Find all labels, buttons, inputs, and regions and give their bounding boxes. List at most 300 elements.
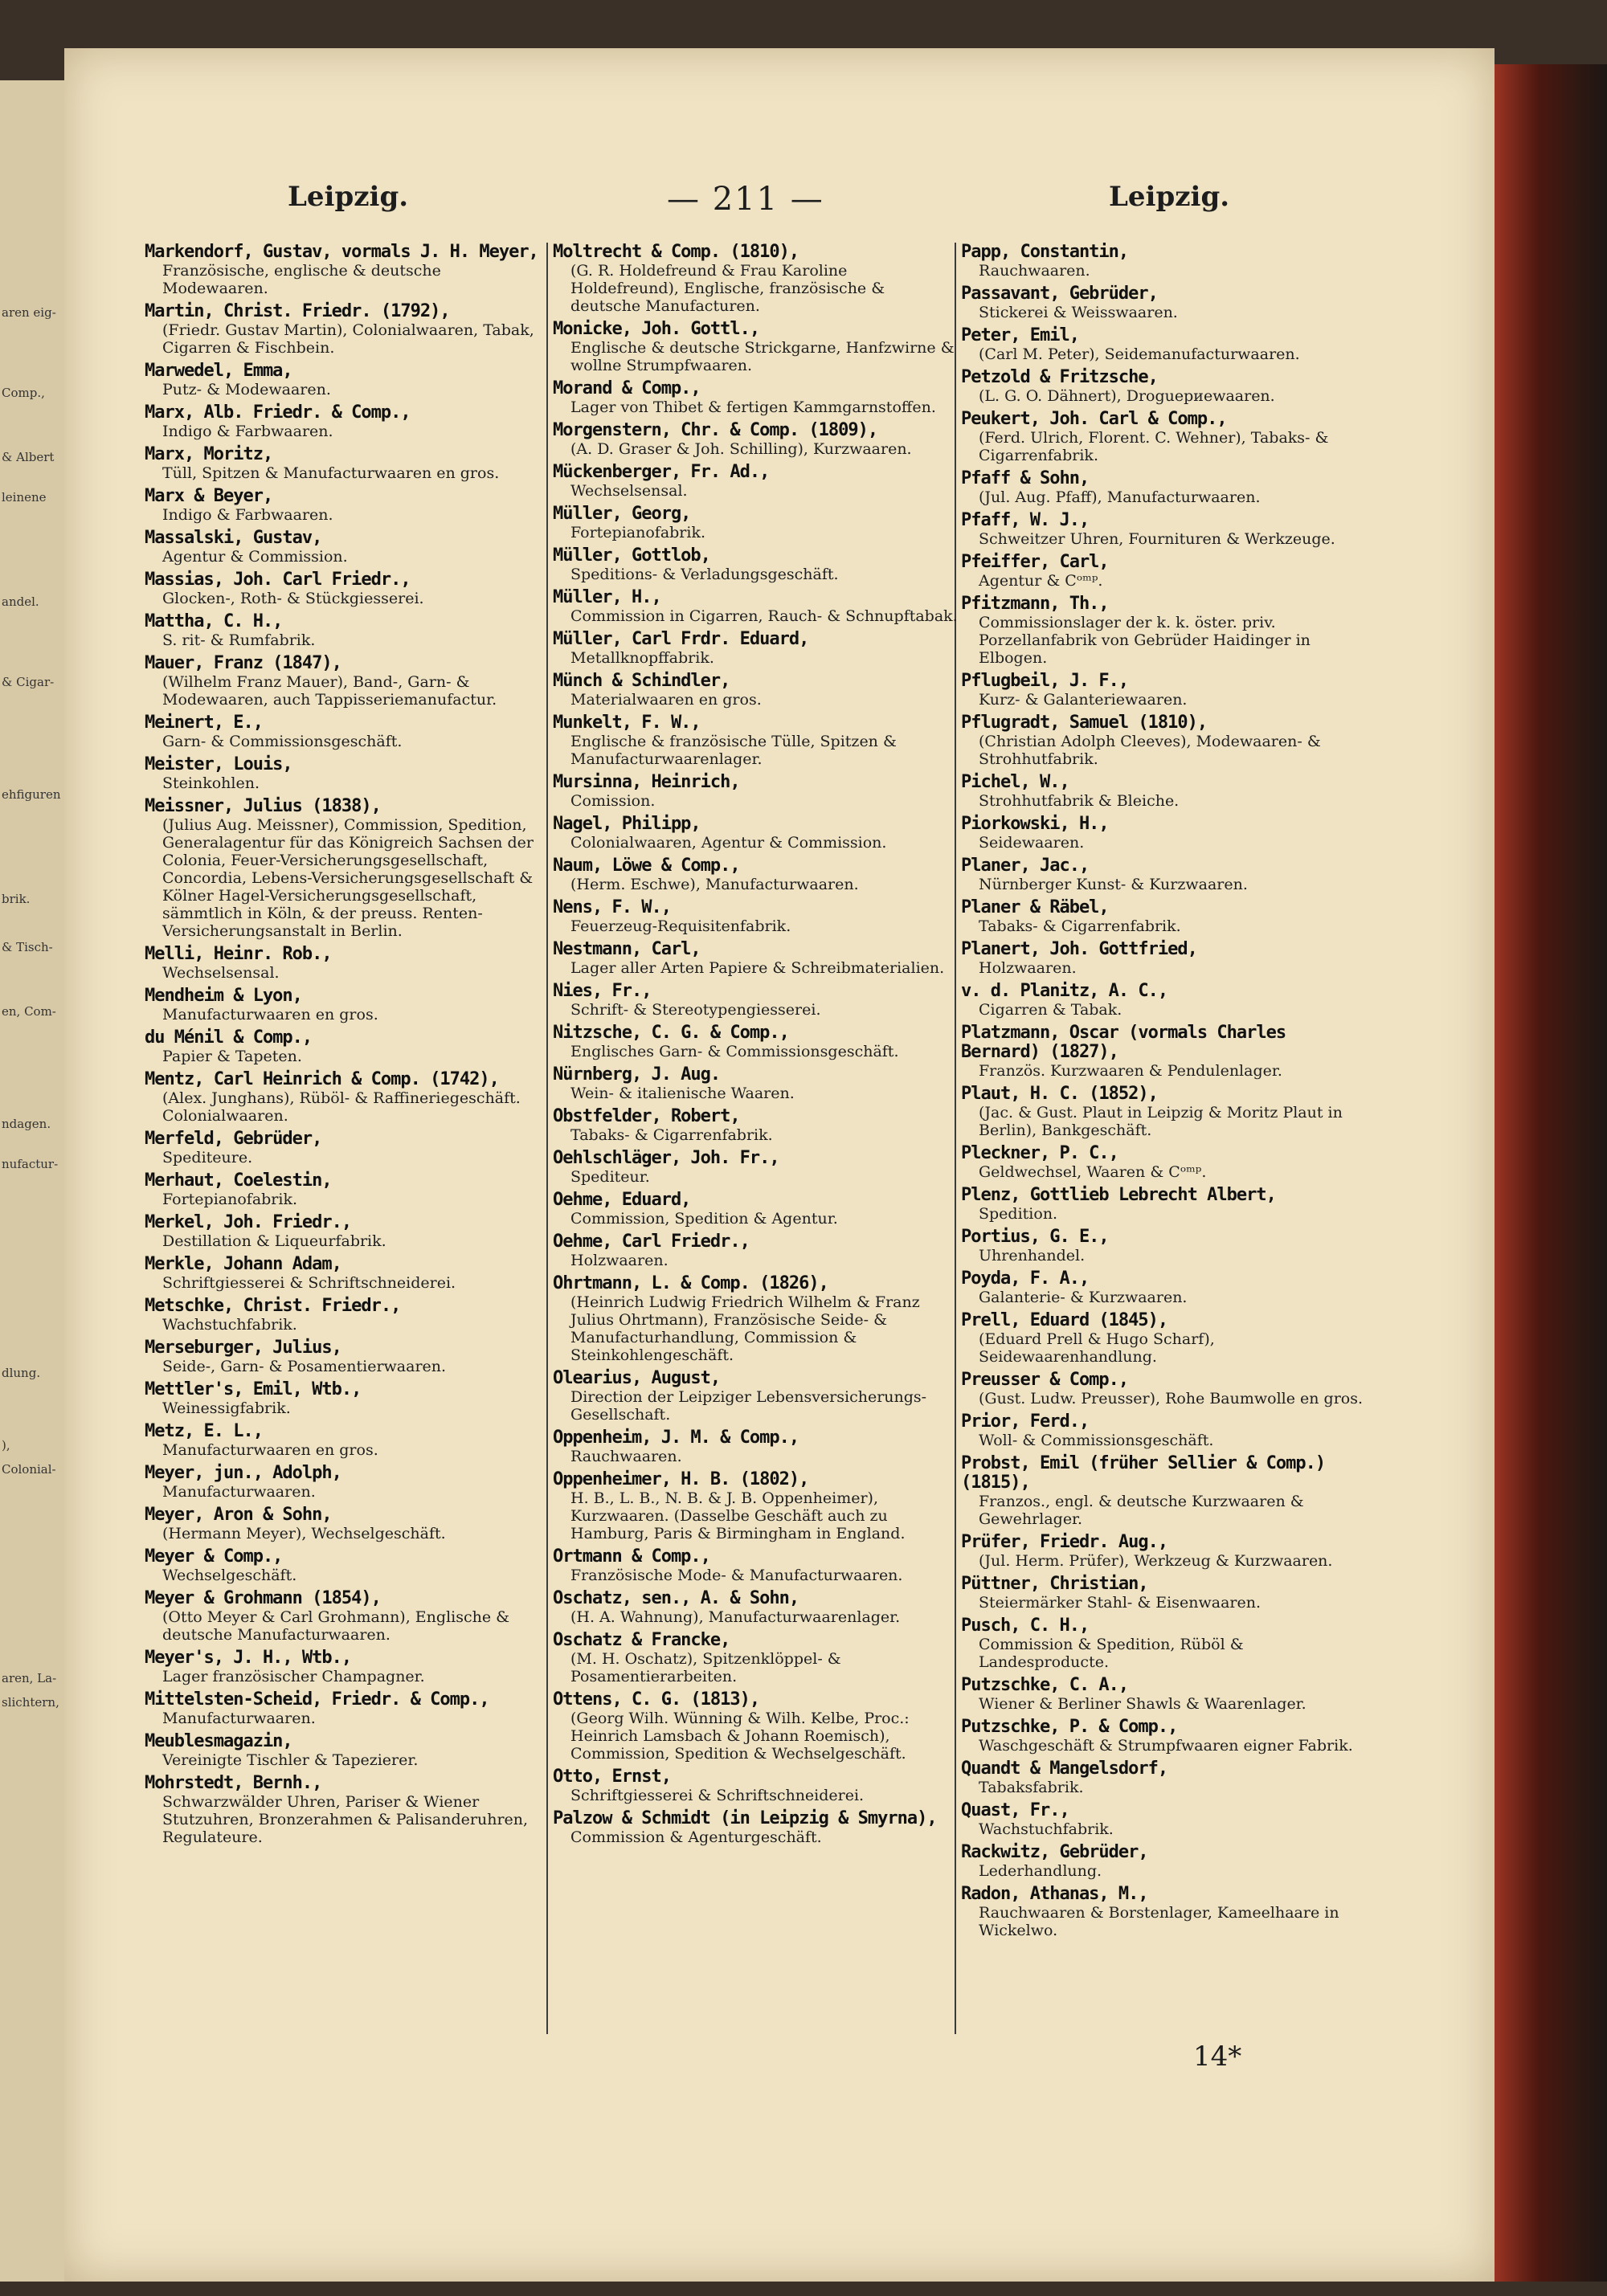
firm-description: Spediteure. <box>162 1149 253 1166</box>
firm-name: Meyer & Grohmann (1854), <box>145 1588 381 1608</box>
firm-name: Martin, Christ. Friedr. (1792), <box>145 301 450 321</box>
directory-entry <box>145 445 542 482</box>
directory-entry <box>961 594 1372 667</box>
firm-name: Metschke, Christ. Friedr., <box>145 1296 401 1316</box>
firm-description: (Julius Aug. Meissner), Commission, Spedition, Generalagentur für das Königreich Sachsen der Colonia, Feuer-Versicherungsgesellschaft, Concordia, Lebens-Versicherungsgesellschaft & Kölner Hagel-Versicherungsgesellschaft, sämmtlich in Köln, & der preuss. Renten-Versicherungsanstalt in Berlin. <box>162 816 534 940</box>
directory-entry <box>553 630 959 667</box>
firm-description: Glocken-, Roth- & Stückgiesserei. <box>162 590 424 607</box>
directory-entry <box>145 1338 542 1375</box>
firm-name: Naum, Löwe & Comp., <box>553 856 740 876</box>
firm-description: (Friedr. Gustav Martin), Colonialwaaren, Tabak, Cigarren & Fischbein. <box>162 321 534 357</box>
directory-entry <box>145 1028 542 1065</box>
firm-description: Tabaks- & Cigarrenfabrik. <box>570 1126 773 1144</box>
directory-entry <box>961 1533 1372 1570</box>
directory-entry <box>961 773 1372 810</box>
directory-entry <box>961 1085 1372 1139</box>
directory-entry <box>553 856 959 893</box>
firm-name: Oehme, Eduard, <box>553 1190 691 1210</box>
firm-description: Galanterie- & Kurzwaaren. <box>979 1289 1188 1306</box>
directory-entry <box>961 672 1372 709</box>
directory-entry <box>145 945 542 982</box>
firm-description: Rauchwaaren. <box>979 262 1090 280</box>
firm-description: Cigarren & Tabak. <box>979 1001 1122 1019</box>
firm-description: Rauchwaaren. <box>570 1448 682 1465</box>
firm-description: (G. R. Holdefreund & Frau Karoline Holdefreund), Englische, französische & deutsche Manufacturen. <box>570 262 885 315</box>
directory-entry <box>145 1464 542 1501</box>
firm-description: Commission & Spedition, Rüböl & Landesproducte. <box>979 1636 1244 1671</box>
firm-name: du Ménil & Comp., <box>145 1027 313 1048</box>
directory-entry <box>553 1690 959 1763</box>
firm-name: Marx, Alb. Friedr. & Comp., <box>145 402 411 423</box>
firm-name: Melli, Heinr. Rob., <box>145 944 332 964</box>
directory-entry <box>553 1065 959 1102</box>
directory-entry <box>145 487 542 524</box>
firm-description: (Gust. Ludw. Preusser), Rohe Baumwolle en gros. <box>979 1390 1364 1407</box>
firm-description: Direction der Leipziger Lebensversicherungs-Gesellschaft. <box>570 1388 927 1424</box>
directory-entry <box>145 1255 542 1292</box>
firm-name: Massalski, Gustav, <box>145 528 322 548</box>
directory-entry <box>553 1149 959 1186</box>
previous-page-text-fragment: & Tisch- <box>2 940 53 954</box>
firm-name: Putzschke, P. & Comp., <box>961 1717 1178 1737</box>
firm-name: Radon, Athanas, M., <box>961 1884 1148 1904</box>
firm-name: Metz, E. L., <box>145 1421 263 1441</box>
directory-entry <box>145 797 542 940</box>
firm-name: Ortmann & Comp., <box>553 1546 710 1567</box>
directory-entry <box>961 1144 1372 1181</box>
firm-name: Morgenstern, Chr. & Comp. (1809), <box>553 420 878 440</box>
firm-description: S. rit- & Rumfabrik. <box>162 631 316 649</box>
firm-name: Müller, Gottlob, <box>553 545 710 566</box>
firm-description: Manufacturwaaren. <box>162 1710 316 1727</box>
firm-description: Commission & Agenturgeschäft. <box>570 1828 822 1846</box>
directory-entry <box>145 654 542 709</box>
firm-name: Meissner, Julius (1838), <box>145 796 381 816</box>
directory-entry <box>145 612 542 649</box>
firm-description: Weinessigfabrik. <box>162 1399 291 1417</box>
firm-description: (Wilhelm Franz Mauer), Band-, Garn- & Modewaaren, auch Tappisseriemanufactur. <box>162 673 497 709</box>
firm-description: Speditions- & Verladungsgeschäft. <box>570 566 839 583</box>
directory-entry <box>145 403 542 440</box>
directory-entry <box>145 1380 542 1417</box>
firm-name: Marwedel, Emma, <box>145 361 292 381</box>
previous-page-text-fragment: ndagen. <box>2 1117 51 1131</box>
firm-name: Pflugradt, Samuel (1810), <box>961 713 1208 733</box>
directory-entry <box>145 302 542 357</box>
previous-page-text-fragment: ), <box>2 1438 10 1452</box>
firm-name: Nitzsche, C. G. & Comp., <box>553 1023 789 1043</box>
firm-name: Planer, Jac., <box>961 856 1090 876</box>
directory-entry <box>961 856 1372 893</box>
directory-entry <box>961 1616 1372 1671</box>
firm-name: Merkel, Joh. Friedr., <box>145 1212 352 1232</box>
firm-description: Destillation & Liqueurfabrik. <box>162 1232 386 1250</box>
firm-name: Preusser & Comp., <box>961 1370 1129 1390</box>
directory-entry <box>553 1023 959 1060</box>
directory-entry <box>145 1070 542 1125</box>
firm-name: Meyer, jun., Adolph, <box>145 1463 341 1483</box>
firm-name: Mohrstedt, Bernh., <box>145 1773 322 1793</box>
column-rule <box>546 243 548 2034</box>
previous-page-text-fragment: nufactur- <box>2 1157 59 1171</box>
directory-entry <box>961 713 1372 768</box>
firm-description: Schweitzer Uhren, Fournituren & Werkzeuge. <box>979 530 1335 548</box>
firm-name: Quandt & Mangelsdorf, <box>961 1759 1168 1779</box>
directory-entry <box>145 755 542 792</box>
directory-entry <box>961 1371 1372 1407</box>
firm-name: Peukert, Joh. Carl & Comp., <box>961 409 1227 429</box>
firm-description: Geldwechsel, Waaren & Cᵒᵐᵖ. <box>979 1163 1207 1181</box>
firm-description: (Christian Adolph Cleeves), Modewaaren- & Strohhutfabrik. <box>979 733 1321 768</box>
firm-description: Französ. Kurzwaaren & Pendulenlager. <box>979 1062 1282 1080</box>
previous-page-text-fragment: leinene <box>2 490 47 505</box>
firm-description: Commission in Cigarren, Rauch- & Schnupftabak. <box>570 607 958 625</box>
firm-description: Commissionslager der k. k. öster. priv. Porzellanfabrik von Gebrüder Haidinger in Elbogen. <box>979 614 1311 667</box>
running-header-left: Leipzig. <box>288 181 409 213</box>
firm-description: Wachstuchfabrik. <box>979 1820 1114 1838</box>
firm-name: Platzmann, Oscar (vormals Charles Bernard) (1827), <box>961 1023 1286 1062</box>
firm-description: Steinkohlen. <box>162 774 260 792</box>
directory-entry <box>145 1690 542 1727</box>
firm-description: Englisches Garn- & Commissionsgeschäft. <box>570 1043 899 1060</box>
directory-entry <box>961 1311 1372 1366</box>
directory-column-3 <box>961 243 1372 2034</box>
firm-description: (Heinrich Ludwig Friedrich Wilhelm & Franz Julius Ohrtmann), Französische Seide- & Manufacturhandlung, Commission & Steinkohlengeschäft. <box>570 1293 920 1364</box>
previous-page-text-fragment: en, Com- <box>2 1004 56 1019</box>
firm-description: Schwarzwälder Uhren, Pariser & Wiener Stutzuhren, Bronzerahmen & Palisanderuhren, Regulateure. <box>162 1793 529 1846</box>
firm-description: Commission, Spedition & Agentur. <box>570 1210 838 1228</box>
directory-entry <box>961 1228 1372 1264</box>
firm-name: Münch & Schindler, <box>553 671 730 691</box>
directory-entry <box>145 987 542 1023</box>
directory-entry <box>145 570 542 607</box>
firm-description: Agentur & Cᵒᵐᵖ. <box>979 572 1103 590</box>
firm-description: Agentur & Commission. <box>162 548 348 566</box>
firm-description: Putz- & Modewaaren. <box>162 381 331 398</box>
previous-page-text-fragment: brik. <box>2 892 31 906</box>
firm-description: Nürnberger Kunst- & Kurzwaaren. <box>979 876 1248 893</box>
directory-entry <box>553 898 959 935</box>
directory-entry <box>553 1589 959 1626</box>
firm-name: Monicke, Joh. Gottl., <box>553 319 760 339</box>
firm-description: (Jac. & Gust. Plaut in Leipzig & Moritz Plaut in Berlin), Bankgeschäft. <box>979 1104 1343 1139</box>
firm-description: Französische Mode- & Manufacturwaaren. <box>570 1567 903 1584</box>
firm-name: Oschatz, sen., A. & Sohn, <box>553 1588 799 1608</box>
firm-name: Merfeld, Gebrüder, <box>145 1129 322 1149</box>
directory-entry <box>553 243 959 315</box>
directory-column-1 <box>145 243 542 2034</box>
firm-name: Palzow & Schmidt (in Leipzig & Smyrna), <box>553 1808 937 1828</box>
firm-description: Wachstuchfabrik. <box>162 1316 297 1334</box>
directory-entry <box>961 368 1372 405</box>
directory-entry <box>553 1470 959 1542</box>
firm-name: Munkelt, F. W., <box>553 713 701 733</box>
firm-name: Oehme, Carl Friedr., <box>553 1232 750 1252</box>
directory-entry <box>553 1232 959 1269</box>
firm-name: Marx & Beyer, <box>145 486 273 506</box>
firm-description: Lederhandlung. <box>979 1862 1102 1880</box>
directory-entry <box>553 1547 959 1584</box>
firm-name: Merhaut, Coelestin, <box>145 1170 332 1191</box>
directory-entry <box>553 1191 959 1228</box>
directory-entry <box>961 410 1372 464</box>
previous-page-text-fragment: slichtern, <box>2 1695 59 1710</box>
firm-name: Papp, Constantin, <box>961 243 1129 262</box>
firm-name: Passavant, Gebrüder, <box>961 284 1158 304</box>
firm-description: Wechselsensal. <box>570 482 688 500</box>
firm-name: Pfaff, W. J., <box>961 510 1090 530</box>
directory-entry <box>553 421 959 458</box>
directory-entry <box>553 320 959 374</box>
firm-name: Mettler's, Emil, Wtb., <box>145 1379 362 1399</box>
directory-entry <box>553 1767 959 1804</box>
firm-description: (Jul. Aug. Pfaff), Manufacturwaaren. <box>979 488 1261 506</box>
firm-description: (Otto Meyer & Carl Grohmann), Englische & deutsche Manufacturwaaren. <box>162 1608 510 1644</box>
firm-description: (H. A. Wahnung), Manufacturwaarenlager. <box>570 1608 901 1626</box>
firm-description: Englische & deutsche Strickgarne, Hanfzwirne & wollne Strumpfwaaren. <box>570 339 955 374</box>
directory-entry <box>145 1589 542 1644</box>
firm-description: Feuerzeug-Requisitenfabrik. <box>570 917 791 935</box>
firm-name: Pleckner, P. C., <box>961 1143 1118 1163</box>
page-number: — 211 — <box>667 181 824 218</box>
firm-description: Holzwaaren. <box>979 959 1077 977</box>
directory-entry <box>553 1369 959 1424</box>
previous-page-text-fragment: aren, La- <box>2 1671 57 1685</box>
directory-entry <box>145 1505 542 1542</box>
directory-entry <box>961 469 1372 506</box>
firm-name: Oppenheimer, H. B. (1802), <box>553 1469 809 1489</box>
directory-entry <box>553 546 959 583</box>
firm-name: Prior, Ferd., <box>961 1412 1090 1432</box>
firm-name: Markendorf, Gustav, vormals J. H. Meyer, <box>145 243 538 262</box>
firm-description: Papier & Tapeten. <box>162 1048 302 1065</box>
firm-name: Mauer, Franz (1847), <box>145 653 341 673</box>
firm-name: Meinert, E., <box>145 713 263 733</box>
firm-name: Mittelsten-Scheid, Friedr. & Comp., <box>145 1689 489 1710</box>
firm-name: Plaut, H. C. (1852), <box>961 1084 1158 1104</box>
directory-entry <box>145 1171 542 1208</box>
firm-description: Metallknopffabrik. <box>570 649 714 667</box>
firm-name: Mendheim & Lyon, <box>145 986 302 1006</box>
firm-description: H. B., L. B., N. B. & J. B. Oppenheimer), Kurzwaaren. (Dasselbe Geschäft auch zu Hamburg, Paris & Birmingham in England. <box>570 1489 906 1542</box>
firm-description: (Jul. Herm. Prüfer), Werkzeug & Kurzwaaren. <box>979 1552 1333 1570</box>
previous-page-text-fragment: & Cigar- <box>2 675 55 689</box>
directory-entry <box>961 1843 1372 1880</box>
firm-description: (Eduard Prell & Hugo Scharf), Seidewaarenhandlung. <box>979 1330 1215 1366</box>
firm-description: Garn- & Commissionsgeschäft. <box>162 733 403 750</box>
directory-entry <box>961 1759 1372 1796</box>
firm-name: Morand & Comp., <box>553 378 701 398</box>
directory-entry <box>553 1428 959 1465</box>
directory-entry <box>961 1575 1372 1612</box>
firm-name: Plenz, Gottlieb Lebrecht Albert, <box>961 1185 1276 1205</box>
directory-entry <box>145 1422 542 1459</box>
firm-name: Oschatz & Francke, <box>553 1630 730 1650</box>
firm-name: Pfaff & Sohn, <box>961 468 1090 488</box>
firm-name: Rackwitz, Gebrüder, <box>961 1842 1148 1862</box>
firm-name: Merkle, Johann Adam, <box>145 1254 341 1274</box>
firm-description: Lager von Thibet & fertigen Kammgarnstoffen. <box>570 398 936 416</box>
firm-description: (Georg Wilh. Wünning & Wilh. Kelbe, Proc.: Heinrich Lamsbach & Johann Roemisch), Commission, Spedition & Wechselgeschäft. <box>570 1710 910 1763</box>
firm-description: (A. D. Graser & Joh. Schilling), Kurzwaaren. <box>570 440 912 458</box>
signature-mark: 14* <box>1193 2041 1242 2073</box>
directory-entry <box>145 713 542 750</box>
directory-entry <box>961 511 1372 548</box>
firm-name: Nies, Fr., <box>553 981 652 1001</box>
directory-entry <box>961 1885 1372 1939</box>
directory-entry <box>553 982 959 1019</box>
firm-name: Moltrecht & Comp. (1810), <box>553 243 799 262</box>
firm-name: Nestmann, Carl, <box>553 939 701 959</box>
firm-name: Meyer & Comp., <box>145 1546 283 1567</box>
firm-description: Wein- & italienische Waaren. <box>570 1085 795 1102</box>
firm-name: Müller, Georg, <box>553 504 691 524</box>
firm-name: Planer & Räbel, <box>961 897 1109 917</box>
firm-name: Piorkowski, H., <box>961 814 1109 834</box>
firm-name: Poyda, F. A., <box>961 1269 1090 1289</box>
directory-entry <box>145 362 542 398</box>
firm-name: Püttner, Christian, <box>961 1574 1148 1594</box>
firm-description: Indigo & Farbwaaren. <box>162 506 333 524</box>
firm-name: Quast, Fr., <box>961 1800 1069 1820</box>
directory-entry <box>961 1269 1372 1306</box>
firm-name: Oehlschläger, Joh. Fr., <box>553 1148 779 1168</box>
previous-page-text-fragment: aren eig- <box>2 305 56 320</box>
firm-description: Manufacturwaaren en gros. <box>162 1006 378 1023</box>
directory-entry <box>553 588 959 625</box>
firm-name: Marx, Moritz, <box>145 444 273 464</box>
directory-entry <box>553 940 959 977</box>
directory-entry <box>961 326 1372 363</box>
firm-description: (Carl M. Peter), Seidemanufacturwaaren. <box>979 345 1300 363</box>
firm-name: Meyer's, J. H., Wtb., <box>145 1648 352 1668</box>
directory-entry <box>553 379 959 416</box>
firm-description: Fortepianofabrik. <box>570 524 706 541</box>
firm-description: Lager aller Arten Papiere & Schreibmaterialien. <box>570 959 945 977</box>
book-cover-edge <box>1495 64 1607 2282</box>
firm-description: Holzwaaren. <box>570 1252 669 1269</box>
firm-name: Nagel, Philipp, <box>553 814 701 834</box>
firm-description: Seidewaaren. <box>979 834 1085 852</box>
firm-name: Otto, Ernst, <box>553 1767 671 1787</box>
directory-entry <box>553 1631 959 1685</box>
directory-entry <box>145 529 542 566</box>
firm-name: Mursinna, Heinrich, <box>553 772 740 792</box>
directory-entry <box>553 1809 959 1846</box>
directory-entry <box>145 1732 542 1769</box>
previous-page-text-fragment: ehfiguren <box>2 787 61 802</box>
firm-name: Meister, Louis, <box>145 754 292 774</box>
firm-description: (Alex. Junghans), Rüböl- & Raffineriegeschäft. Colonialwaaren. <box>162 1089 521 1125</box>
firm-name: Nürnberg, J. Aug. <box>553 1064 721 1085</box>
firm-description: Manufacturwaaren en gros. <box>162 1441 378 1459</box>
directory-entry <box>961 982 1372 1019</box>
firm-name: Pichel, W., <box>961 772 1069 792</box>
firm-name: Müller, Carl Frdr. Eduard, <box>553 629 809 649</box>
firm-description: Englische & französische Tülle, Spitzen & Manufacturwaarenlager. <box>570 733 897 768</box>
directory-entry <box>961 284 1372 321</box>
firm-name: Probst, Emil (früher Sellier & Comp.) (1815), <box>961 1453 1326 1493</box>
directory-entry <box>553 1107 959 1144</box>
firm-name: Petzold & Fritzsche, <box>961 367 1158 387</box>
firm-description: Franzos., engl. & deutsche Kurzwaaren & Gewehrlager. <box>979 1493 1304 1528</box>
directory-entry <box>961 1801 1372 1838</box>
directory-entry <box>145 1648 542 1685</box>
directory-entry <box>553 773 959 810</box>
firm-description: Uhrenhandel. <box>979 1247 1086 1264</box>
directory-entry <box>553 463 959 500</box>
firm-name: Pfitzmann, Th., <box>961 594 1109 614</box>
directory-entry <box>145 1213 542 1250</box>
firm-name: Mückenberger, Fr. Ad., <box>553 462 770 482</box>
firm-description: (L. G. O. Dähnert), Droguериewaaren. <box>979 387 1275 405</box>
firm-name: Olearius, August, <box>553 1368 721 1388</box>
firm-name: Planert, Joh. Gottfried, <box>961 939 1197 959</box>
firm-description: Colonialwaaren, Agentur & Commission. <box>570 834 887 852</box>
firm-name: Peter, Emil, <box>961 325 1079 345</box>
firm-description: (Hermann Meyer), Wechselgeschäft. <box>162 1525 446 1542</box>
firm-description: (Herm. Eschwe), Manufacturwaaren. <box>570 876 859 893</box>
firm-name: Putzschke, C. A., <box>961 1675 1129 1695</box>
firm-name: Mentz, Carl Heinrich & Comp. (1742), <box>145 1069 499 1089</box>
firm-name: Ottens, C. G. (1813), <box>553 1689 760 1710</box>
firm-name: Müller, H., <box>553 587 661 607</box>
firm-description: Indigo & Farbwaaren. <box>162 423 333 440</box>
directory-column-2 <box>553 243 959 2034</box>
firm-name: Pflugbeil, J. F., <box>961 671 1129 691</box>
directory-entry <box>961 553 1372 590</box>
firm-description: Spediteur. <box>570 1168 650 1186</box>
directory-entry <box>145 1774 542 1846</box>
firm-description: Tabaksfabrik. <box>979 1779 1084 1796</box>
directory-entry <box>961 1454 1372 1528</box>
firm-name: Meublesmagazin, <box>145 1731 292 1751</box>
directory-entry <box>145 1130 542 1166</box>
firm-description: Waschgeschäft & Strumpfwaaren eigner Fabrik. <box>979 1737 1353 1755</box>
directory-entry <box>961 243 1372 280</box>
directory-entry <box>961 1676 1372 1713</box>
firm-name: v. d. Planitz, A. C., <box>961 981 1168 1001</box>
firm-description: Materialwaaren en gros. <box>570 691 762 709</box>
firm-name: Nens, F. W., <box>553 897 671 917</box>
firm-name: Ohrtmann, L. & Comp. (1826), <box>553 1273 828 1293</box>
firm-name: Prell, Eduard (1845), <box>961 1310 1168 1330</box>
directory-entry <box>145 243 542 297</box>
running-header-right: Leipzig. <box>1109 181 1230 213</box>
directory-entry <box>961 898 1372 935</box>
firm-description: Wechselgeschäft. <box>162 1567 297 1584</box>
directory-entry <box>961 815 1372 852</box>
firm-name: Pfeiffer, Carl, <box>961 552 1109 572</box>
previous-page-text-fragment: andel. <box>2 594 39 609</box>
directory-entry <box>553 713 959 768</box>
firm-description: (Ferd. Ulrich, Florent. C. Wehner), Tabaks- & Cigarrenfabrik. <box>979 429 1329 464</box>
firm-description: Manufacturwaaren. <box>162 1483 316 1501</box>
firm-name: Pusch, C. H., <box>961 1616 1090 1636</box>
directory-entry <box>961 940 1372 977</box>
firm-description: Schriftgiesserei & Schriftschneiderei. <box>570 1787 865 1804</box>
firm-description: Vereinigte Tischler & Tapezierer. <box>162 1751 419 1769</box>
firm-description: Stickerei & Weisswaaren. <box>979 304 1178 321</box>
previous-page-text-fragment: dlung. <box>2 1366 41 1380</box>
directory-entry <box>961 1412 1372 1449</box>
firm-description: Lager französischer Champagner. <box>162 1668 425 1685</box>
directory-entry <box>553 672 959 709</box>
directory-entry <box>553 815 959 852</box>
firm-name: Obstfelder, Robert, <box>553 1106 740 1126</box>
firm-description: Fortepianofabrik. <box>162 1191 298 1208</box>
previous-page-text-fragment: & Albert <box>2 450 55 464</box>
